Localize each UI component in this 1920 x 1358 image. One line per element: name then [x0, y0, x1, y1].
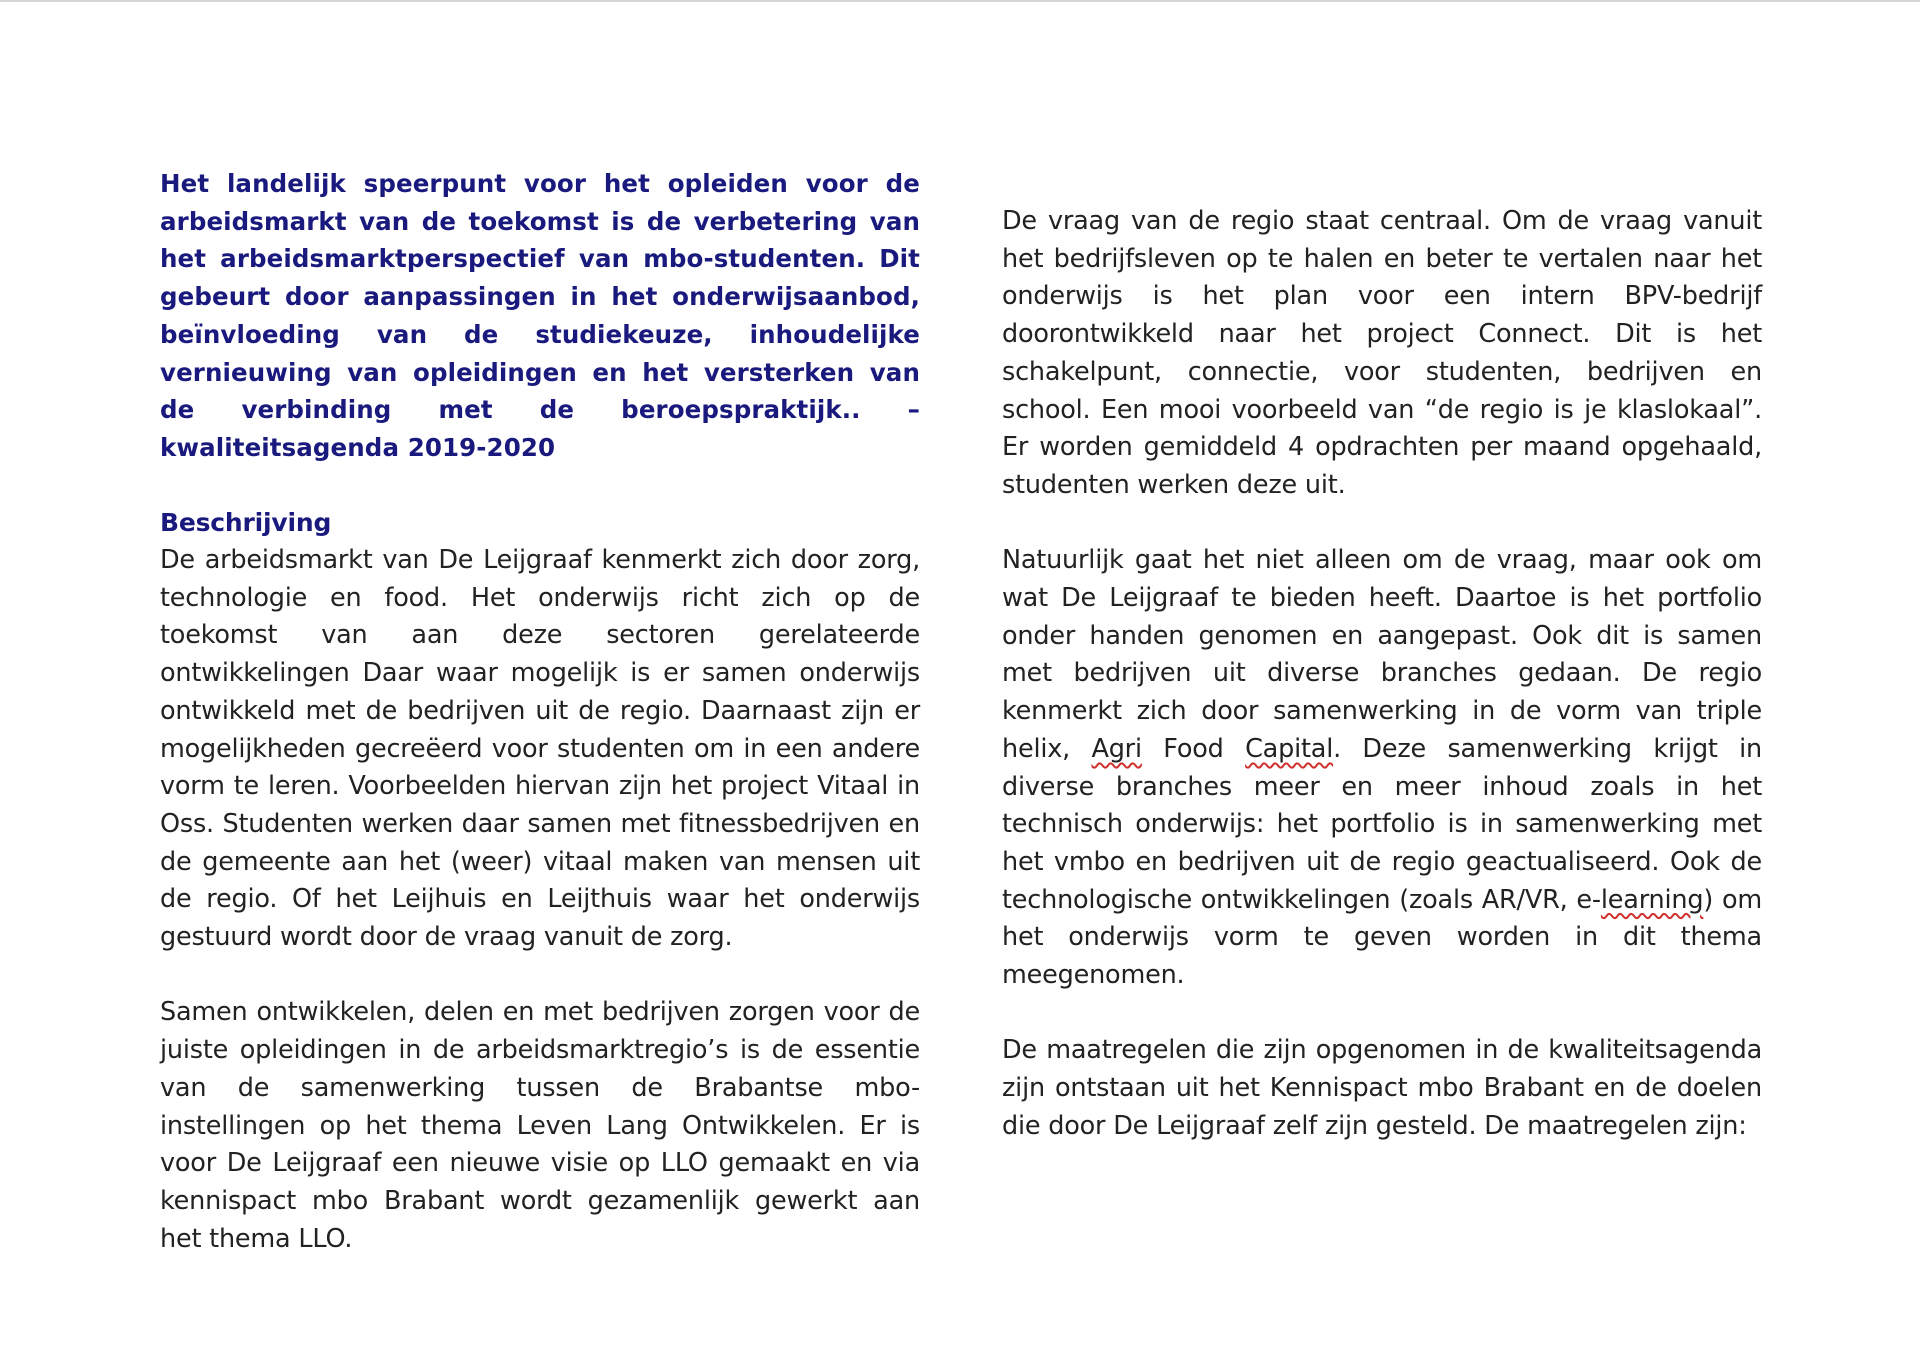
spellcheck-flagged-word[interactable]: learning: [1600, 884, 1704, 915]
body-paragraph-4: [1002, 542, 1762, 994]
paragraph-text: Food: [1141, 733, 1246, 764]
paragraph-text: Natuurlijk gaat het niet alleen om de vraag, maar ook om wat De Leijgraaf te bieden heeft. Daartoe is het portfolio onder handen genomen en aangepast. Ook dit is samen met bedrijven uit diverse branches gedaan. De regio kenmerkt zich door samenwerking in de vorm van triple helix,: [1002, 545, 1762, 764]
body-paragraph-2: Samen ontwikkelen, delen en met bedrijven zorgen voor de juiste opleidingen in de arbeidsmarktregio’s is de essentie van de samenwerking tussen de Brabantse mbo-instellingen op het thema Leven Lang Ontwikkelen. Er is voor De Leijgraaf een nieuwe visie op LLO gemaakt en via kennispact mbo Brabant wordt gezamenlijk gewerkt aan het thema LLO.: [160, 997, 920, 1254]
spellcheck-flagged-word[interactable]: Agri: [1091, 733, 1142, 764]
top-divider: [0, 0, 1920, 2]
spellcheck-flagged-word[interactable]: Capital: [1245, 733, 1334, 764]
paragraph-text: . Deze samenwerking krijgt in diverse branches meer en meer inhoud zoals in het technisch onderwijs: het portfolio is in samenwerking met het vmbo en bedrijven uit de regio geactualiseerd. Ook de technologische ontwikkelingen (zoals AR/VR, e-: [1002, 733, 1762, 915]
left-column: [160, 165, 920, 1258]
body-paragraph-5: De maatregelen die zijn opgenomen in de kwaliteitsagenda zijn ontstaan uit het Kennispact mbo Brabant en de doelen die door De Leijgraaf zelf zijn gesteld. De maatregelen zijn:: [1002, 1035, 1762, 1141]
intro-quote: Het landelijk speerpunt voor het opleiden voor de arbeidsmarkt van de toekomst is de verbetering van het arbeidsmarktperspectief van mbo-studenten. Dit gebeurt door aanpassingen in het onderwijsaanbod, beïnvloeding van de studiekeuze, inhoudelijke vernieuwing van opleidingen en het versterken van de verbinding met de beroepspraktijk.. – kwaliteitsagenda 2019-2020: [160, 169, 920, 462]
body-paragraph-1: De arbeidsmarkt van De Leijgraaf kenmerkt zich door zorg, technologie en food. Het onderwijs richt zich op de toekomst van aan deze sectoren gerelateerde ontwikkelingen Daar waar mogelijk is er samen onderwijs ontwikkeld met de bedrijven uit de regio. Daarnaast zijn er mogelijkheden gecreëerd voor studenten om in een andere vorm te leren. Voorbeelden hiervan zijn het project Vitaal in Oss. Studenten werken daar samen met fitnessbedrijven en de gemeente aan het (weer) vitaal maken van mensen uit de regio. Of het Leijhuis en Leijthuis waar het onderwijs gestuurd wordt door de vraag vanuit de zorg.: [160, 545, 920, 953]
right-column: [1002, 203, 1762, 1146]
section-heading: Beschrijving: [160, 508, 332, 538]
body-paragraph-3: De vraag van de regio staat centraal. Om de vraag vanuit het bedrijfsleven op te halen en beter te vertalen naar het onderwijs is het plan voor een intern BPV-bedrijf doorontwikkeld naar het project Connect. Dit is het schakelpunt, connectie, voor studenten, bedrijven en school. Een mooi voorbeeld van “de regio is je klaslokaal”. Er worden gemiddeld 4 opdrachten per maand opgehaald, studenten werken deze uit.: [1002, 206, 1762, 500]
paragraph-text: ) om het onderwijs vorm te geven worden in dit thema meegenomen.: [1002, 884, 1762, 991]
